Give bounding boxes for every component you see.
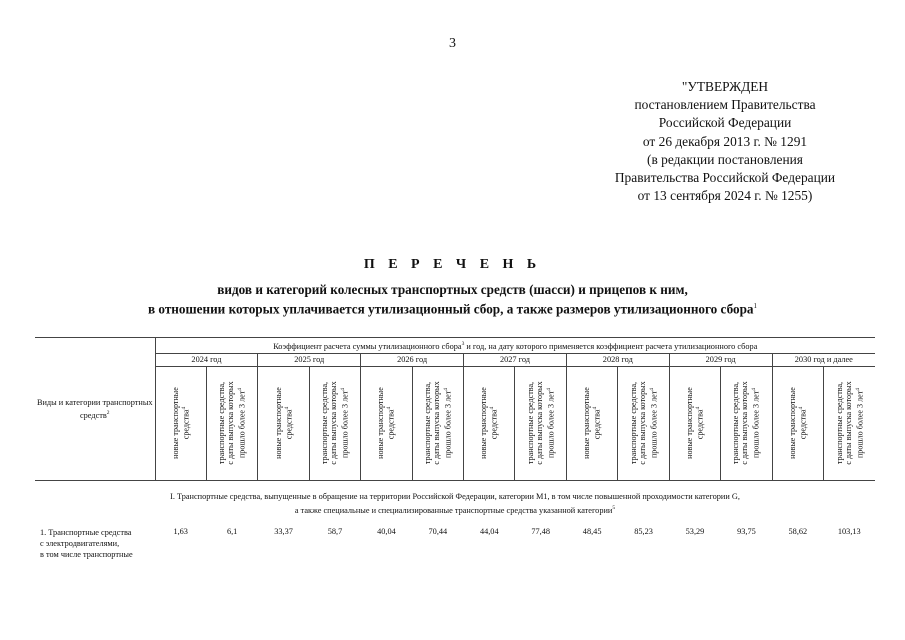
col-header-line (797, 387, 808, 459)
col-header-line: с даты выпуска которых (432, 381, 442, 465)
year-header: 2029 год (669, 353, 772, 366)
table-cell-value: 44,04 (479, 527, 499, 536)
col-header-footnote: 4 (854, 388, 861, 391)
col-header-text (526, 382, 556, 465)
col-header-footnote: 4 (751, 388, 758, 391)
col-header-footnote: 4 (339, 388, 346, 391)
coef-header-tail: и год, на дату которого применяется коэффициент расчета утилизационного сбора (464, 341, 758, 351)
subtitle-footnote: 1 (753, 302, 758, 310)
col-header-text (685, 387, 706, 459)
col-header-line (647, 382, 658, 465)
col-header-new-vehicles (258, 366, 309, 480)
col-header-footnote: 4 (442, 388, 449, 391)
col-header-line-text: средства (387, 409, 397, 440)
approval-line: (в редакции постановления (647, 151, 803, 167)
col-header-line (180, 387, 191, 459)
col-header-line: новые транспортные (478, 387, 488, 460)
col-header-new-vehicles (772, 366, 823, 480)
table-cell-value: 58,7 (327, 527, 343, 536)
col-header-line (236, 382, 247, 465)
col-header-older-vehicles (206, 366, 257, 480)
col-header-line-text: средства (284, 409, 294, 440)
col-header-line: транспортные средства, (320, 382, 330, 465)
col-header-line-text: прошло более 3 лет (546, 390, 556, 459)
col-header-line: с даты выпуска которых (843, 381, 853, 465)
col-header-line (442, 382, 453, 465)
coef-header (155, 338, 875, 354)
col-header-line: с даты выпуска которых (740, 381, 750, 465)
col-header-footnote: 4 (695, 407, 702, 410)
col-header-text (423, 382, 453, 465)
table-cell-value: 40,04 (377, 527, 396, 536)
col-header-text (170, 387, 191, 459)
table-cell-value: 53,29 (685, 527, 705, 536)
col-header-line (591, 387, 602, 459)
table-cell-value: 70,44 (428, 527, 448, 536)
col-header-line: транспортные средства, (422, 382, 432, 465)
col-header-footnote: 4 (797, 407, 804, 410)
table-cell-value: 6,1 (226, 527, 238, 536)
col-header-line-text: прошло более 3 лет (443, 390, 453, 459)
year-header: 2025 год (258, 353, 361, 366)
col-header-text (217, 382, 247, 465)
col-header-line: новые транспортные (581, 387, 591, 460)
col-header-line: новые транспортные (787, 387, 797, 460)
col-header-older-vehicles (823, 366, 875, 480)
kinds-header-text: Виды и категории транспортных средств (36, 397, 153, 420)
col-header-new-vehicles (464, 366, 515, 480)
row-label-line: 1. Транспортные средства (40, 528, 132, 537)
col-header-line: новые транспортные (376, 387, 386, 460)
col-header-older-vehicles (721, 366, 772, 480)
subtitle-line-2 (0, 298, 905, 317)
coef-header-footnote: 3 (461, 341, 465, 347)
col-header-line: с даты выпуска которых (226, 381, 236, 465)
col-header-line (853, 382, 864, 465)
col-header-text (376, 387, 397, 459)
col-header-older-vehicles (618, 366, 669, 480)
col-header-line: транспортные средства, (834, 382, 844, 465)
approval-line: постановлением Правительства (634, 97, 816, 113)
col-header-line (488, 387, 499, 459)
col-header-line: транспортные средства, (525, 382, 535, 465)
col-header-footnote: 4 (180, 407, 187, 410)
document-title: П Е Р Е Ч Е Н Ь (363, 257, 542, 272)
col-header-line: новые транспортные (170, 387, 180, 460)
year-header: 2028 год (566, 353, 669, 366)
col-header-line (750, 382, 761, 465)
table-cell-value: 77,48 (531, 527, 551, 536)
col-header-text (629, 382, 659, 465)
approval-stamp (595, 78, 855, 205)
col-header-line: транспортные средства, (731, 382, 741, 465)
approval-line: от 13 сентября 2024 г. № 1255) (637, 188, 813, 204)
col-header-line-text: прошло более 3 лет (649, 390, 659, 459)
kinds-header-footnote: 2 (106, 409, 110, 416)
col-header-older-vehicles (515, 366, 566, 480)
col-header-line: с даты выпуска которых (329, 381, 339, 465)
col-header-line: транспортные средства, (217, 382, 227, 465)
table-cell-value: 33,37 (274, 527, 293, 536)
col-header-line: с даты выпуска которых (535, 381, 545, 465)
year-header: 2030 год и далее (772, 353, 875, 366)
col-header-new-vehicles (361, 366, 412, 480)
col-header-new-vehicles (155, 366, 206, 480)
col-header-line: новые транспортные (684, 387, 694, 460)
col-header-older-vehicles (309, 366, 360, 480)
col-header-line (339, 382, 350, 465)
col-header-line-text: средства (490, 409, 500, 440)
col-header-text (320, 382, 350, 465)
col-header-line-text: прошло более 3 лет (751, 390, 761, 459)
col-header-footnote: 4 (648, 388, 655, 391)
col-header-text (835, 382, 865, 465)
page-number: 3 (449, 36, 456, 51)
col-header-footnote: 4 (283, 407, 290, 410)
document-subtitle (0, 281, 905, 317)
year-header: 2024 год (155, 353, 258, 366)
table-cell-value: 48,45 (582, 527, 602, 536)
col-header-line-text: средства (798, 409, 808, 440)
table-header-row-years (35, 353, 875, 366)
row-label-line: с электродвигателями, (40, 539, 120, 548)
year-header: 2027 год (464, 353, 567, 366)
col-header-line (545, 382, 556, 465)
col-header-text (479, 387, 500, 459)
col-header-text (788, 387, 809, 459)
col-header-footnote: 4 (236, 388, 243, 391)
col-header-text (582, 387, 603, 459)
subtitle-line-1: видов и категорий колесных транспортных средств (шасси) и прицепов к ним, (217, 282, 688, 297)
col-header-line-text: средства (592, 409, 602, 440)
table-cell-value: 85,23 (634, 527, 653, 536)
kinds-header (35, 338, 155, 481)
col-header-line-text: прошло более 3 лет (855, 390, 865, 459)
table-cell-value: 103,13 (837, 527, 861, 536)
col-header-line: новые транспортные (273, 387, 283, 460)
col-header-footnote: 4 (592, 407, 599, 410)
col-header-footnote: 4 (545, 388, 552, 391)
col-header-older-vehicles (412, 366, 463, 480)
section-line-1: I. Транспортные средства, выпущенные в обращение на территории Российской Федерации, категории M1, в том числе повышенной проходимости категории G, (170, 492, 740, 501)
col-header-new-vehicles (669, 366, 720, 480)
col-header-line-text: прошло более 3 лет (340, 390, 350, 459)
year-header: 2026 год (361, 353, 464, 366)
section-heading (35, 492, 875, 516)
table-cell-value: 1,63 (173, 527, 188, 536)
approval-line: от 26 декабря 2013 г. № 1291 (642, 133, 808, 149)
col-header-text (273, 387, 294, 459)
table-header-row-coef (35, 338, 875, 354)
approval-line: "УТВЕРЖДЕН (681, 79, 769, 94)
col-header-new-vehicles (566, 366, 617, 480)
section-line-2 (35, 503, 875, 516)
recycling-fee-table (35, 337, 875, 481)
col-header-line: с даты выпуска которых (637, 381, 647, 465)
approval-line: Российской Федерации (658, 115, 792, 131)
col-header-footnote: 4 (386, 407, 393, 410)
section-footnote: 5 (612, 504, 616, 511)
col-header-line-text: прошло более 3 лет (237, 390, 247, 459)
col-header-line (283, 387, 294, 459)
col-header-line: транспортные средства, (628, 382, 638, 465)
col-header-footnote: 4 (489, 407, 496, 410)
approval-line: Правительства Российской Федерации (614, 170, 836, 186)
table-cell-value: 93,75 (737, 527, 756, 536)
section-line-2-text: а также специальные и специализированные транспортные средства указанной категории (294, 505, 613, 515)
col-header-line-text: средства (181, 409, 191, 440)
col-header-line-text: средства (695, 409, 705, 440)
col-header-line (386, 387, 397, 459)
coef-header-text: Коэффициент расчета суммы утилизационного сбора (273, 341, 462, 351)
table-header-row-types (35, 366, 875, 480)
row-label-line: в том числе транспортные (40, 550, 133, 559)
table-cell-value: 58,62 (788, 527, 808, 536)
subtitle-line-2-text: в отношении которых уплачивается утилизационный сбор, а также размеров утилизационного сбора (147, 301, 754, 317)
col-header-text (731, 382, 761, 465)
col-header-line (694, 387, 705, 459)
row-label (40, 527, 160, 560)
